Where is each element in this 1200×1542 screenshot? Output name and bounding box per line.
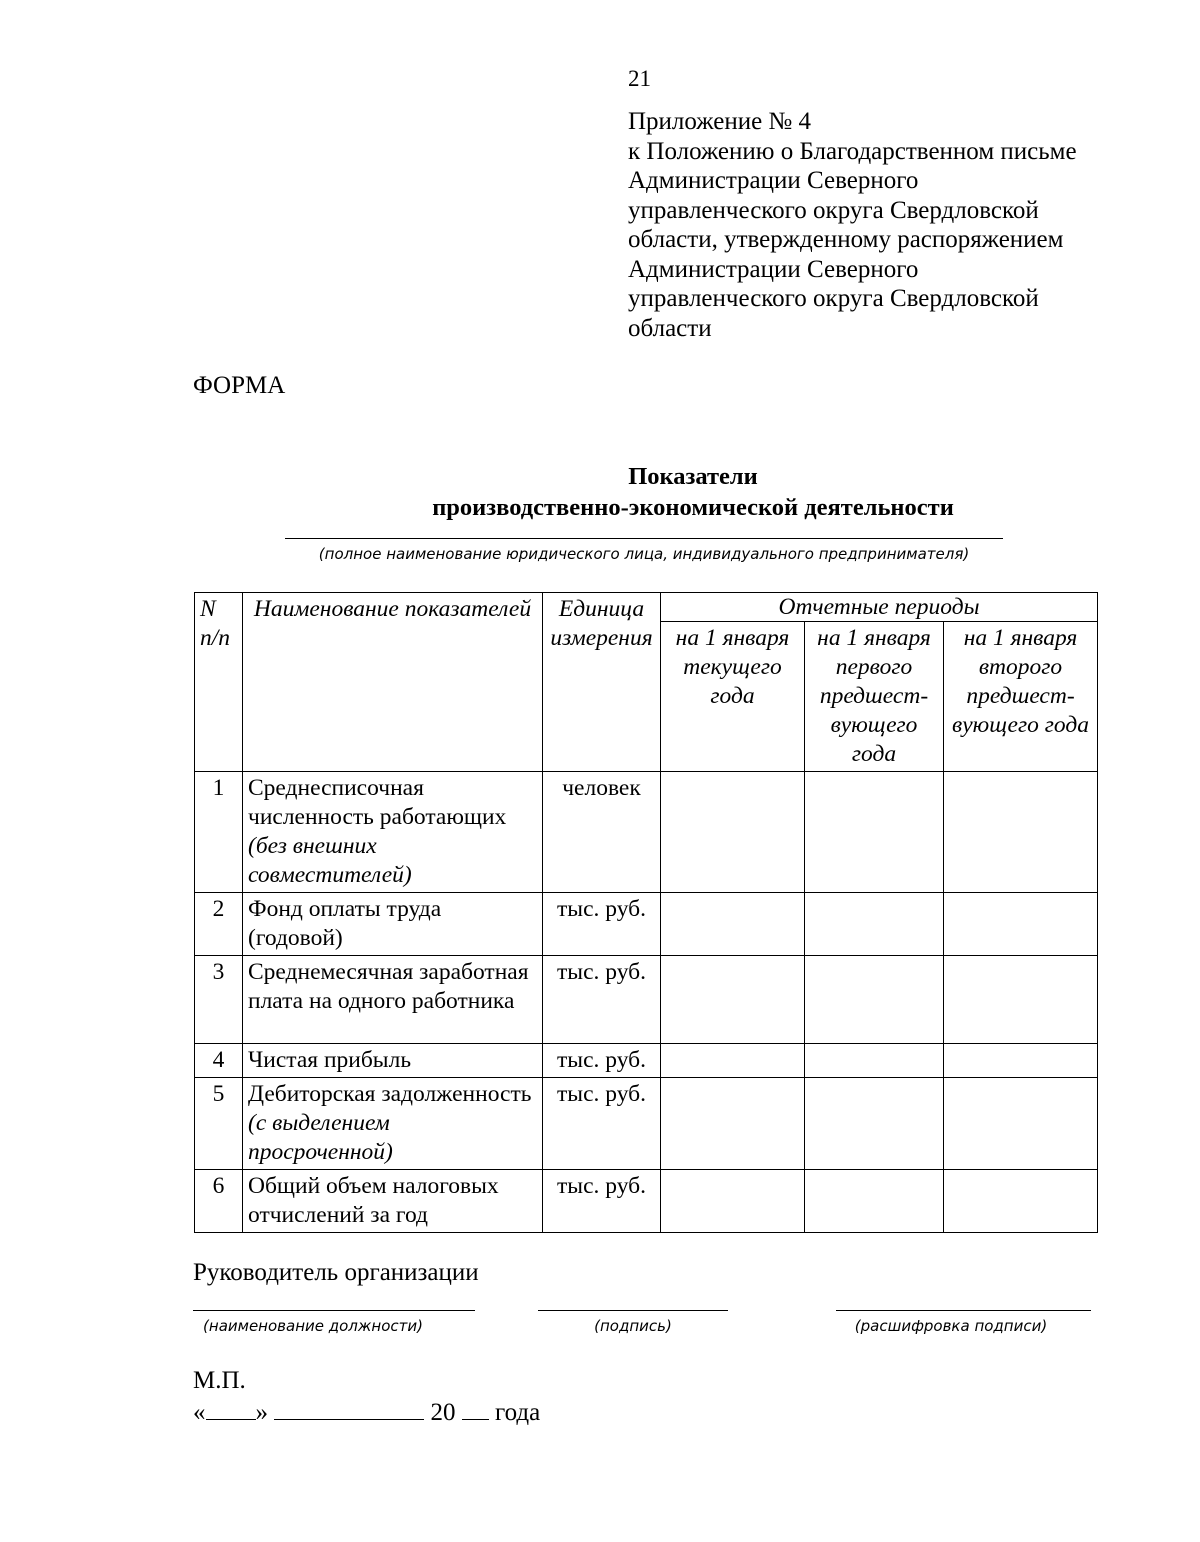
- header-period-second: на 1 января второго предшест-вующего года: [944, 622, 1098, 772]
- appendix-line: управленческого округа Свердловской: [628, 285, 1039, 312]
- appendix-block: [628, 107, 1168, 343]
- row-unit: человек: [543, 772, 661, 893]
- row-unit: тыс. руб.: [543, 1044, 661, 1078]
- value-cell[interactable]: [805, 1044, 944, 1078]
- day-field[interactable]: [206, 1397, 256, 1420]
- position-field[interactable]: [193, 1310, 475, 1311]
- value-cell[interactable]: [944, 1170, 1098, 1233]
- value-cell[interactable]: [944, 772, 1098, 893]
- row-unit: тыс. руб.: [543, 893, 661, 956]
- table-row: [195, 1044, 1098, 1078]
- row-name: Дебиторская задолженность (с выделением просроченной): [243, 1078, 543, 1170]
- row-num: 2: [195, 893, 243, 956]
- document-title: [193, 461, 1193, 523]
- head-of-organization-label: Руководитель организации: [193, 1259, 479, 1286]
- row-num: 4: [195, 1044, 243, 1078]
- indicators-table: [194, 592, 1098, 1233]
- appendix-line: области, утвержденному распоряжением: [628, 226, 1064, 253]
- value-cell[interactable]: [944, 893, 1098, 956]
- header-periods: Отчетные периоды: [661, 593, 1098, 622]
- appendix-line: управленческого округа Свердловской: [628, 196, 1039, 224]
- value-cell[interactable]: [661, 1170, 805, 1233]
- header-period-current: на 1 января текущего года: [661, 622, 805, 772]
- row-unit: тыс. руб.: [543, 956, 661, 1044]
- value-cell[interactable]: [805, 772, 944, 893]
- year-field[interactable]: [462, 1397, 489, 1420]
- date-line: [193, 1397, 540, 1427]
- appendix-line: области: [628, 314, 712, 342]
- row-name: Фонд оплаты труда (годовой): [243, 893, 543, 956]
- appendix-line: к Положению о Благодарственном письме: [628, 137, 1077, 165]
- value-cell[interactable]: [944, 1078, 1098, 1170]
- value-cell[interactable]: [661, 893, 805, 956]
- page-number: 21: [628, 66, 651, 91]
- value-cell[interactable]: [805, 893, 944, 956]
- stamp-place-label: М.П.: [193, 1367, 246, 1394]
- entity-name-field[interactable]: [285, 538, 1003, 539]
- open-quote: «: [193, 1399, 206, 1426]
- header-name: Наименование показателей: [243, 593, 543, 772]
- year-prefix: 20: [430, 1399, 456, 1426]
- appendix-line: Администрации Северного: [628, 167, 919, 194]
- value-cell[interactable]: [661, 1044, 805, 1078]
- title-line: производственно-экономической деятельности: [432, 494, 954, 521]
- row-name: Чистая прибыль: [243, 1044, 543, 1078]
- decoding-field[interactable]: [836, 1310, 1091, 1311]
- form-label: ФОРМА: [193, 372, 286, 399]
- value-cell[interactable]: [944, 1044, 1098, 1078]
- row-num: 1: [195, 772, 243, 893]
- table-row: [195, 1170, 1098, 1233]
- decoding-caption: (расшифровка подписи): [854, 1317, 1048, 1335]
- row-unit: тыс. руб.: [543, 1078, 661, 1170]
- table-row: [195, 1078, 1098, 1170]
- row-num: 3: [195, 956, 243, 1044]
- header-num: N п/п: [195, 593, 243, 772]
- signature-caption: (подпись): [594, 1317, 672, 1335]
- header-period-first: на 1 января первого предшест-вующего года: [805, 622, 944, 772]
- signature-field[interactable]: [538, 1310, 728, 1311]
- title-line: Показатели: [628, 463, 758, 490]
- table-row: [195, 956, 1098, 1044]
- row-unit: тыс. руб.: [543, 1170, 661, 1233]
- value-cell[interactable]: [805, 1170, 944, 1233]
- row-name: Среднемесячная заработная плата на одного работника: [243, 956, 543, 1044]
- close-quote: »: [255, 1399, 268, 1426]
- value-cell[interactable]: [944, 956, 1098, 1044]
- value-cell[interactable]: [661, 772, 805, 893]
- header-unit: Единица измерения: [543, 593, 661, 772]
- row-num: 5: [195, 1078, 243, 1170]
- row-name: Общий объем налоговых отчислений за год: [243, 1170, 543, 1233]
- entity-name-caption: (полное наименование юридического лица, индивидуального предпринимателя): [318, 545, 970, 563]
- year-suffix: года: [495, 1399, 541, 1426]
- appendix-line: Администрации Северного: [628, 255, 919, 283]
- appendix-line: Приложение № 4: [628, 108, 812, 135]
- row-name: Среднесписочная численность работающих (без внешних совместителей): [243, 772, 543, 893]
- position-caption: (наименование должности): [203, 1317, 423, 1335]
- value-cell[interactable]: [805, 1078, 944, 1170]
- value-cell[interactable]: [805, 956, 944, 1044]
- table-row: [195, 893, 1098, 956]
- table-row: [195, 772, 1098, 893]
- month-field[interactable]: [274, 1397, 424, 1420]
- value-cell[interactable]: [661, 1078, 805, 1170]
- value-cell[interactable]: [661, 956, 805, 1044]
- row-num: 6: [195, 1170, 243, 1233]
